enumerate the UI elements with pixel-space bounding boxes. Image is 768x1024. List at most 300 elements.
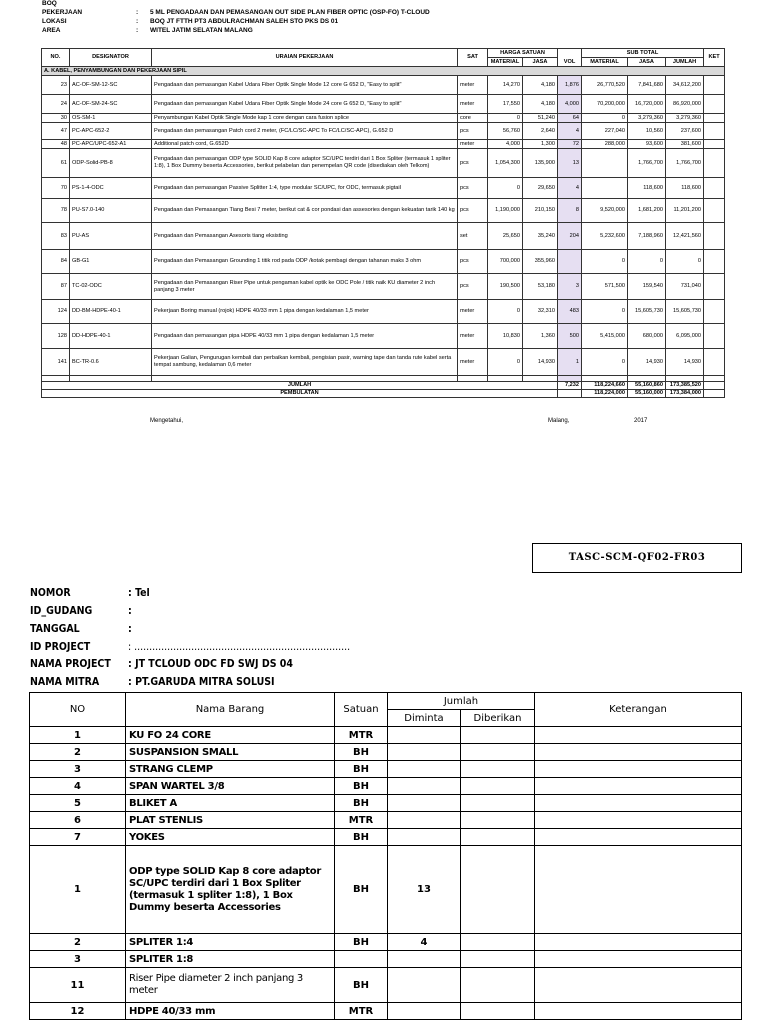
mengetahui-label: Mengetahui, [150, 418, 184, 424]
table-row [30, 951, 742, 968]
table-row [30, 727, 742, 744]
item-diberikan [461, 795, 535, 812]
cell-harga-material: 0 [488, 178, 523, 199]
cell-uraian: Pekerjaan Galian, Pengurugan kembali dan perbaikan kembali, pengisian pasir, warning tape dan tanda rute kabel serta tempat sambung, kedalaman 0,6 meter [152, 349, 458, 376]
field-value: : [128, 623, 132, 635]
cell-vol: 3 [558, 274, 582, 300]
cell-sat: pcs [458, 123, 488, 140]
cell-ket [704, 199, 725, 223]
cell-jumlah: 6,095,000 [666, 324, 704, 349]
pembulatan-jasa: 55,160,000 [628, 390, 666, 398]
cell-jumlah: 731,040 [666, 274, 704, 300]
cell-ket [704, 140, 725, 149]
table-row [42, 76, 725, 95]
cell-sat: meter [458, 324, 488, 349]
cell-designator: PC-APC/UPC-652-A1 [70, 140, 152, 149]
cell-sub-material: 9,520,000 [582, 199, 628, 223]
item-diberikan [461, 778, 535, 795]
item-satuan: BH [335, 778, 388, 795]
cell-no: 87 [42, 274, 70, 300]
col-sub-jumlah: JUMLAH [666, 58, 704, 67]
table-row [42, 349, 725, 376]
cell-no: 83 [42, 223, 70, 250]
table-row [42, 223, 725, 250]
cell-harga-jasa: 1,360 [523, 324, 558, 349]
cell-designator: PC-APC-652-2 [70, 123, 152, 140]
item-diberikan [461, 934, 535, 951]
cell-ket [704, 178, 725, 199]
item-diminta: 13 [388, 846, 461, 934]
item-diminta [388, 968, 461, 1003]
item-diberikan [461, 761, 535, 778]
cell-jumlah: 237,600 [666, 123, 704, 140]
col-no: NO [30, 693, 126, 727]
col-sub-jasa: JASA [628, 58, 666, 67]
cell-ket [704, 114, 725, 123]
cell-sub-material: 0 [582, 349, 628, 376]
section-row [42, 67, 725, 76]
cell-ket [704, 223, 725, 250]
cell-harga-jasa: 29,650 [523, 178, 558, 199]
cell-ket [704, 300, 725, 324]
cell-sub-material: 70,200,000 [582, 95, 628, 114]
cell-harga-material: 1,054,300 [488, 149, 523, 178]
table-row [42, 199, 725, 223]
cell-sat: meter [458, 76, 488, 95]
item-diberikan [461, 727, 535, 744]
cell-jumlah: 11,201,200 [666, 199, 704, 223]
cell-no: 70 [42, 178, 70, 199]
cell-designator: AC-OF-SM-24-SC [70, 95, 152, 114]
table-row [42, 149, 725, 178]
cell-ket [704, 95, 725, 114]
item-nama: YOKES [126, 829, 335, 846]
item-keterangan [535, 829, 742, 846]
field-value: : [128, 605, 132, 617]
col-diberikan: Diberikan [461, 710, 535, 727]
col-no: NO. [42, 49, 70, 67]
cell-sat: meter [458, 140, 488, 149]
cell-sat: pcs [458, 178, 488, 199]
cell-uraian: Pengadaan dan Pemasangan Grounding 1 titik rod pada ODP /kotak pembagi dengan tahanan maks 3 ohm [152, 250, 458, 274]
table-row [42, 123, 725, 140]
table-row [30, 934, 742, 951]
cell-designator: PU-S7.0-140 [70, 199, 152, 223]
item-satuan: BH [335, 744, 388, 761]
cell-ket [704, 324, 725, 349]
table-row [42, 95, 725, 114]
cell-harga-jasa: 1,300 [523, 140, 558, 149]
cell-no: 124 [42, 300, 70, 324]
cell-jumlah: 34,612,200 [666, 76, 704, 95]
col-vol: VOL [558, 49, 582, 67]
item-keterangan [535, 778, 742, 795]
item-diberikan [461, 968, 535, 1003]
section-label: A. KABEL, PENYAMBUNGAN DAN PEKERJAAN SIPIL [42, 67, 725, 76]
cell-vol: 13 [558, 149, 582, 178]
cell-harga-jasa: 2,640 [523, 123, 558, 140]
item-diminta: 4 [388, 934, 461, 951]
field-value: : JT TCLOUD ODC FD SWJ DS 04 [128, 658, 293, 670]
cell-harga-jasa: 210,150 [523, 199, 558, 223]
cell-harga-jasa: 32,310 [523, 300, 558, 324]
cell-no: 78 [42, 199, 70, 223]
item-nama: SPAN WARTEL 3/8 [126, 778, 335, 795]
cell-vol: 483 [558, 300, 582, 324]
item-keterangan [535, 727, 742, 744]
cell-harga-jasa: 35,240 [523, 223, 558, 250]
cell-designator: PU-AS [70, 223, 152, 250]
cell-vol: 8 [558, 199, 582, 223]
cell-uraian: Pengadaan dan pemasangan Patch cord 2 meter, (FC/LC/SC-APC To FC/LC/SC-APC), G.652 D [152, 123, 458, 140]
table-row [42, 178, 725, 199]
field-label: ID PROJECT [30, 641, 91, 653]
header-colon: : [136, 18, 139, 25]
cell-harga-jasa: 14,930 [523, 349, 558, 376]
cell-sat: pcs [458, 250, 488, 274]
table-row [42, 250, 725, 274]
cell-sat: meter [458, 95, 488, 114]
cell-uraian: Pengadaan dan pemasangan Kabel Udara Fiber Optik Single Mode 24 core G 652 D, "Easy to split" [152, 95, 458, 114]
cell-jumlah: 12,421,560 [666, 223, 704, 250]
jumlah-vol: 7,232 [558, 382, 582, 390]
cell-sub-material [582, 178, 628, 199]
cell-vol: 72 [558, 140, 582, 149]
form-code-box: TASC-SCM-QF02-FR03 [532, 543, 742, 573]
item-nama: HDPE 40/33 mm [126, 1003, 335, 1020]
item-nama: STRANG CLEMP [126, 761, 335, 778]
cell-sub-material: 0 [582, 250, 628, 274]
cell-harga-jasa: 355,960 [523, 250, 558, 274]
item-nama: SPLITER 1:8 [126, 951, 335, 968]
item-no: 3 [30, 761, 126, 778]
table-row [30, 744, 742, 761]
cell-ket [704, 250, 725, 274]
item-keterangan [535, 968, 742, 1003]
item-diberikan [461, 1003, 535, 1020]
cell-uraian: Pengadaan dan pemasangan Kabel Udara Fiber Optik Single Mode 12 core G 652 D, "Easy to split" [152, 76, 458, 95]
field-label: NAMA PROJECT [30, 658, 111, 670]
cell-sub-jasa: 3,279,360 [628, 114, 666, 123]
item-diberikan [461, 951, 535, 968]
item-diminta [388, 795, 461, 812]
header-colon: : [136, 9, 139, 16]
table-row [30, 846, 742, 934]
cell-designator: TC-02-ODC [70, 274, 152, 300]
cell-harga-jasa: 53,180 [523, 274, 558, 300]
cell-harga-material: 25,650 [488, 223, 523, 250]
cell-vol: 4,000 [558, 95, 582, 114]
item-keterangan [535, 761, 742, 778]
cell-no: 84 [42, 250, 70, 274]
cell-sub-jasa: 1,766,700 [628, 149, 666, 178]
cell-sub-jasa: 16,720,000 [628, 95, 666, 114]
item-nama: PLAT STENLIS [126, 812, 335, 829]
jumlah-total: 173,385,520 [666, 382, 704, 390]
cell-ket [704, 123, 725, 140]
item-nama: SPLITER 1:4 [126, 934, 335, 951]
header-value: WITEL JATIM SELATAN MALANG [150, 27, 253, 34]
cell-sub-jasa: 7,188,960 [628, 223, 666, 250]
cell-uraian: Pengadaan dan Pemasangan Riser Pipe untuk pengaman kabel optik ke ODC Pole / titik naik KU diameter 2 inch panjang 3 meter [152, 274, 458, 300]
cell-designator: AC-OF-SM-12-SC [70, 76, 152, 95]
cell-uraian: Pekerjaan Boring manual (rojok) HDPE 40/33 mm 1 pipa dengan kedalaman 1,5 meter [152, 300, 458, 324]
cell-no: 30 [42, 114, 70, 123]
item-satuan: BH [335, 761, 388, 778]
item-keterangan [535, 744, 742, 761]
cell-ket [704, 76, 725, 95]
item-no: 7 [30, 829, 126, 846]
table-row [30, 1003, 742, 1020]
cell-uraian: Pengadaan dan pemasangan pipa HDPE 40/33 mm 1 pipa dengan kedalaman 1,5 meter [152, 324, 458, 349]
cell-vol: 64 [558, 114, 582, 123]
item-nama: Riser Pipe diameter 2 inch panjang 3 meter [126, 968, 335, 1003]
cell-designator: ODP-Solid-PB-8 [70, 149, 152, 178]
cell-harga-jasa: 135,900 [523, 149, 558, 178]
header-key: AREA [42, 27, 61, 34]
item-no: 5 [30, 795, 126, 812]
cell-uraian: Additional patch cord, G.652D [152, 140, 458, 149]
cell-uraian: Pengadaan dan Pemasangan Tiang Besi 7 meter, berikut cat & cor pondasi dan assesories dengan kekuatan tarik 140 kg [152, 199, 458, 223]
col-sat: SAT [458, 49, 488, 67]
cell-sub-material: 5,415,000 [582, 324, 628, 349]
table-row [30, 829, 742, 846]
item-diberikan [461, 812, 535, 829]
col-diminta: Diminta [388, 710, 461, 727]
item-no: 4 [30, 778, 126, 795]
item-satuan: MTR [335, 812, 388, 829]
cell-harga-jasa: 4,180 [523, 95, 558, 114]
item-no: 12 [30, 1003, 126, 1020]
item-no: 3 [30, 951, 126, 968]
table-row [30, 761, 742, 778]
cell-ket [704, 149, 725, 178]
cell-no: 24 [42, 95, 70, 114]
cell-no: 48 [42, 140, 70, 149]
cell-sub-jasa: 10,560 [628, 123, 666, 140]
item-keterangan [535, 812, 742, 829]
item-diberikan [461, 846, 535, 934]
item-no: 2 [30, 934, 126, 951]
item-diminta [388, 829, 461, 846]
item-satuan: BH [335, 934, 388, 951]
item-keterangan [535, 934, 742, 951]
item-nama: BLIKET A [126, 795, 335, 812]
cell-designator: BC-TR-0.6 [70, 349, 152, 376]
cell-harga-material: 17,550 [488, 95, 523, 114]
cell-no: 141 [42, 349, 70, 376]
cell-uraian: Pengadaan dan Pemasangan Asesoris tiang eksisting [152, 223, 458, 250]
item-satuan: MTR [335, 1003, 388, 1020]
col-harga-satuan: HARGA SATUAN [488, 49, 558, 58]
cell-sub-material: 227,040 [582, 123, 628, 140]
cell-ket [704, 349, 725, 376]
item-no: 6 [30, 812, 126, 829]
col-designator: DESIGNATOR [70, 49, 152, 67]
cell-sat: pcs [458, 274, 488, 300]
cell-ket [704, 274, 725, 300]
table-row [30, 795, 742, 812]
cell-uraian: Penyambungan Kabel Optik Single Mode kap 1 core dengan cara fusion splice [152, 114, 458, 123]
jumlah-material: 118,224,660 [582, 382, 628, 390]
cell-sub-jasa: 15,605,730 [628, 300, 666, 324]
cell-jumlah: 14,930 [666, 349, 704, 376]
field-label: NOMOR [30, 587, 71, 599]
item-satuan: MTR [335, 727, 388, 744]
pembulatan-label: PEMBULATAN [42, 390, 558, 398]
boq-table [41, 48, 725, 398]
item-diminta [388, 778, 461, 795]
cell-harga-jasa: 4,180 [523, 76, 558, 95]
col-sub-total: SUB TOTAL [582, 49, 704, 58]
cell-sub-material: 0 [582, 300, 628, 324]
item-satuan [335, 951, 388, 968]
cell-vol: 204 [558, 223, 582, 250]
item-diminta [388, 812, 461, 829]
item-satuan: BH [335, 829, 388, 846]
item-no: 11 [30, 968, 126, 1003]
item-diminta [388, 761, 461, 778]
cell-designator: DD-BM-HDPE-40-1 [70, 300, 152, 324]
item-nama: ODP type SOLID Kap 8 core adaptor SC/UPC terdiri dari 1 Box Spliter (termasuk 1 spliter 1:8), 1 Box Dummy beserta Accessories [126, 846, 335, 934]
col-uraian: URAIAN PEKERJAAN [152, 49, 458, 67]
cell-uraian: Pengadaan dan pemasangan ODP type SOLID Kap 8 core adaptor SC/UPC terdiri dari 1 Box Spliter (termasuk 1 spliter 1:8), 1 Box Dummy beserta Accessories, berikut pelabelan dan penempelan QR code (disediakan oleh Telkom) [152, 149, 458, 178]
cell-sub-jasa: 14,930 [628, 349, 666, 376]
cell-no: 61 [42, 149, 70, 178]
cell-jumlah: 15,605,730 [666, 300, 704, 324]
cell-harga-material: 4,000 [488, 140, 523, 149]
cell-harga-material: 0 [488, 300, 523, 324]
cell-no: 23 [42, 76, 70, 95]
col-harga-jasa: JASA [523, 58, 558, 67]
cell-sub-jasa: 118,600 [628, 178, 666, 199]
table-row [30, 778, 742, 795]
cell-designator: GB-G1 [70, 250, 152, 274]
item-nama: SUSPANSION SMALL [126, 744, 335, 761]
item-diminta [388, 951, 461, 968]
cell-designator: OS-SM-1 [70, 114, 152, 123]
pembulatan-material: 118,224,000 [582, 390, 628, 398]
cell-harga-material: 0 [488, 349, 523, 376]
cell-sat: pcs [458, 199, 488, 223]
col-jumlah: Jumlah [388, 693, 535, 710]
cell-jumlah: 0 [666, 250, 704, 274]
header-key: PEKERJAAN [42, 9, 83, 16]
table-row [42, 324, 725, 349]
jumlah-jasa: 55,160,860 [628, 382, 666, 390]
cell-sub-material: 26,770,520 [582, 76, 628, 95]
city-label: Malang, [548, 418, 570, 424]
cell-designator: DD-HDPE-40-1 [70, 324, 152, 349]
item-diberikan [461, 829, 535, 846]
col-ket: KET [704, 49, 725, 67]
item-diberikan [461, 744, 535, 761]
cell-designator: PS-1-4-ODC [70, 178, 152, 199]
cell-sub-material: 288,000 [582, 140, 628, 149]
cell-jumlah: 3,279,360 [666, 114, 704, 123]
field-value: : Tel [128, 587, 150, 599]
item-satuan: BH [335, 846, 388, 934]
cell-vol: 4 [558, 178, 582, 199]
boq-header [42, 0, 642, 40]
material-table [29, 692, 742, 1020]
cell-sat: pcs [458, 149, 488, 178]
table-row [42, 300, 725, 324]
cell-harga-material: 1,190,000 [488, 199, 523, 223]
item-no: 1 [30, 846, 126, 934]
item-keterangan [535, 795, 742, 812]
jumlah-row [42, 382, 725, 390]
item-satuan: BH [335, 968, 388, 1003]
cell-sub-jasa: 7,841,680 [628, 76, 666, 95]
cell-vol: 1,876 [558, 76, 582, 95]
pembulatan-total: 173,384,000 [666, 390, 704, 398]
item-keterangan [535, 1003, 742, 1020]
table-row [30, 812, 742, 829]
cell-sat: meter [458, 300, 488, 324]
item-keterangan [535, 846, 742, 934]
cell-vol: 500 [558, 324, 582, 349]
item-no: 2 [30, 744, 126, 761]
col-keterangan: Keterangan [535, 693, 742, 727]
table-row [42, 274, 725, 300]
cell-no: 128 [42, 324, 70, 349]
cell-harga-material: 190,500 [488, 274, 523, 300]
cell-sub-jasa: 680,000 [628, 324, 666, 349]
item-nama: KU FO 24 CORE [126, 727, 335, 744]
cell-sat: core [458, 114, 488, 123]
cell-no: 47 [42, 123, 70, 140]
field-label: TANGGAL [30, 623, 80, 635]
cell-vol: 4 [558, 123, 582, 140]
cell-sub-jasa: 1,681,200 [628, 199, 666, 223]
field-value: : ........................................................................ [128, 641, 351, 653]
jumlah-label: JUMLAH [42, 382, 558, 390]
col-harga-material: MATERIAL [488, 58, 523, 67]
col-nama-barang: Nama Barang [126, 693, 335, 727]
year-label: 2017 [634, 418, 648, 424]
cell-sub-material: 0 [582, 114, 628, 123]
cell-harga-material: 10,830 [488, 324, 523, 349]
cell-jumlah: 86,920,000 [666, 95, 704, 114]
item-diminta [388, 744, 461, 761]
header-key: LOKASI [42, 18, 67, 25]
cell-jumlah: 1,766,700 [666, 149, 704, 178]
cell-jumlah: 381,600 [666, 140, 704, 149]
cell-sub-material [582, 149, 628, 178]
cell-sub-material: 571,500 [582, 274, 628, 300]
table-row [30, 968, 742, 1003]
cell-jumlah: 118,600 [666, 178, 704, 199]
field-label: NAMA MITRA [30, 676, 100, 688]
field-label: ID_GUDANG [30, 605, 93, 617]
cell-harga-material: 56,760 [488, 123, 523, 140]
header-value: BOQ JT FTTH PT3 ABDULRACHMAN SALEH STO PKS DS 01 [150, 18, 339, 25]
col-satuan: Satuan [335, 693, 388, 727]
field-value: : PT.GARUDA MITRA SOLUSI [128, 676, 275, 688]
cell-sub-jasa: 93,600 [628, 140, 666, 149]
cell-vol [558, 250, 582, 274]
item-satuan: BH [335, 795, 388, 812]
table-row [42, 140, 725, 149]
item-diminta [388, 727, 461, 744]
pembulatan-row [42, 390, 725, 398]
cell-harga-jasa: 51,240 [523, 114, 558, 123]
table-row [42, 114, 725, 123]
cell-vol: 1 [558, 349, 582, 376]
cell-harga-material: 14,270 [488, 76, 523, 95]
cell-uraian: Pengadaan dan pemasangan Passive Splitter 1:4, type modular SC/UPC, for ODC, termasuk pigtail [152, 178, 458, 199]
